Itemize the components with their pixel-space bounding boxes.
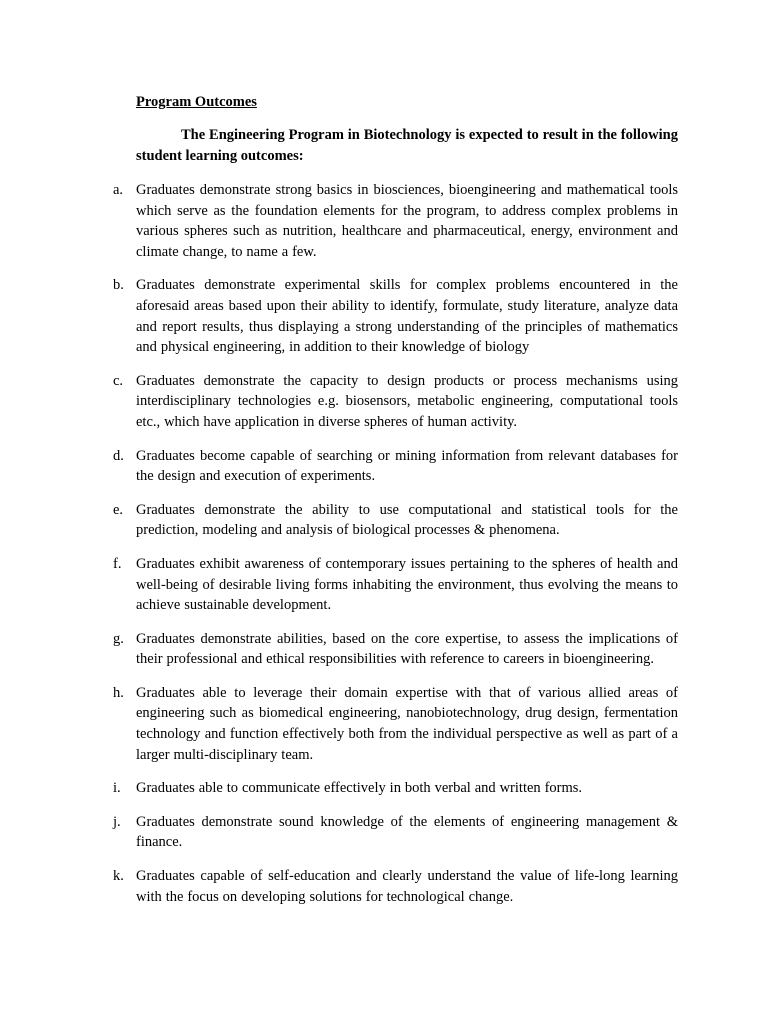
list-marker: d. (113, 447, 124, 464)
outcome-text: Graduates demonstrate abilities, based on the core expertise, to assess the implications of their professional and ethical responsibilities with reference to careers in bioengineering. (136, 630, 678, 668)
list-marker: g. (113, 630, 124, 647)
list-marker: h. (113, 684, 124, 701)
outcome-text: Graduates demonstrate strong basics in biosciences, bioengineering and mathematical tools which serve as the foundation elements for the program, to address complex problems in various spheres such as nutrition, healthcare and pharmaceutical, energy, environment and climate change, to name a few. (136, 182, 678, 260)
list-item (0, 812, 678, 853)
page-title: Program Outcomes (136, 94, 257, 110)
outcome-text: Graduates able to communicate effectively in both verbal and written forms. (136, 780, 583, 797)
outcome-text: Graduates become capable of searching or mining information from relevant databases for the design and execution of experiments. (136, 447, 678, 485)
outcome-text: Graduates able to leverage their domain expertise with that of various allied areas of engineering such as biomedical engineering, nanobiotechnology, drug design, fermentation technology and function effectively both from the individual perspective as well as part of a larger multi-disciplinary team. (136, 684, 678, 763)
list-item (0, 371, 678, 433)
list-item (0, 275, 678, 357)
outcome-text: Graduates demonstrate experimental skills for complex problems encountered in the aforesaid areas based upon their ability to identify, formulate, study literature, analyze data and report results, thus displaying a strong understanding of the principles of mathematics and physical engineering, in addition to their knowledge of biology (136, 277, 678, 356)
list-marker: i. (113, 780, 121, 797)
list-marker: a. (113, 182, 124, 198)
outcome-text: Graduates demonstrate the capacity to design products or process mechanisms using interdisciplinary technologies e.g. biosensors, metabolic engineering, computational tools etc., which have application in diverse spheres of human activity. (136, 372, 678, 430)
list-item (0, 629, 678, 670)
list-item (0, 683, 678, 765)
outcomes-list (0, 180, 768, 920)
list-marker: k. (113, 868, 124, 885)
list-marker: j. (113, 813, 121, 830)
list-item (0, 180, 678, 262)
list-item (0, 500, 678, 541)
list-item (0, 866, 678, 907)
list-marker: c. (113, 372, 124, 389)
list-marker: b. (113, 277, 124, 294)
list-marker: e. (113, 501, 124, 518)
outcome-text: Graduates exhibit awareness of contemporary issues pertaining to the spheres of health and well-being of desirable living forms inhabiting the environment, thus evolving the means to achieve sustainable development. (136, 555, 678, 614)
outcome-text: Graduates demonstrate sound knowledge of the elements of engineering management & finance. (136, 813, 678, 851)
list-item (0, 778, 678, 799)
list-marker: f. (113, 555, 122, 572)
intro-paragraph: The Engineering Program in Biotechnology is expected to result in the following student learning outcomes: (136, 127, 678, 164)
list-item (0, 446, 678, 487)
outcome-text: Graduates capable of self-education and clearly understand the value of life-long learning with the focus on developing solutions for technological change. (136, 868, 678, 905)
outcome-text: Graduates demonstrate the ability to use computational and statistical tools for the prediction, modeling and analysis of biological processes & phenomena. (136, 501, 678, 539)
list-item (0, 554, 678, 616)
